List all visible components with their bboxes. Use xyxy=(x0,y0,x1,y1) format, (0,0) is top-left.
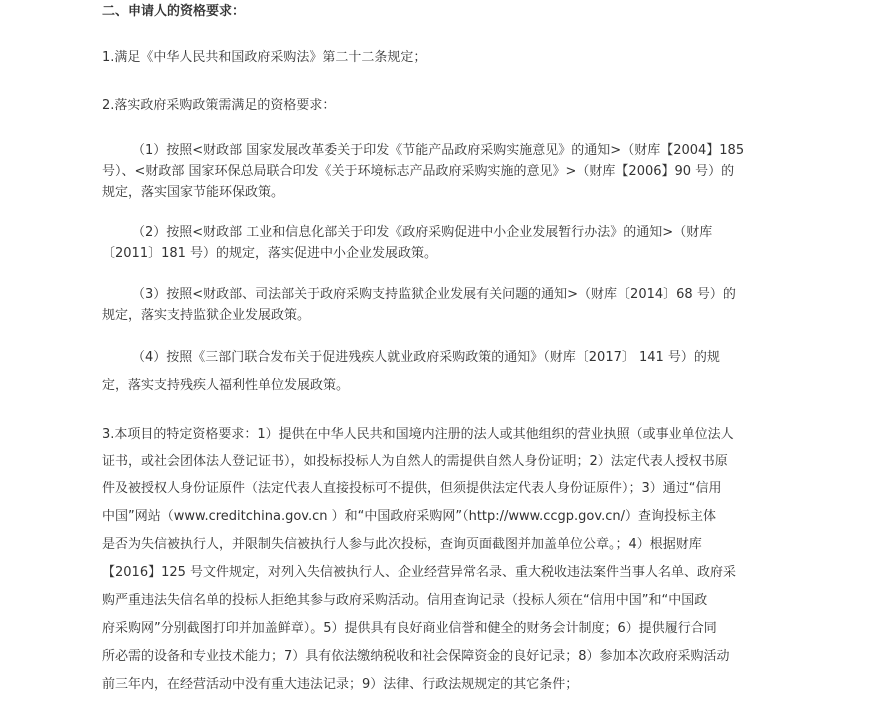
section-heading: 二、申请人的资格要求： xyxy=(102,4,246,19)
policy-1-line-3: 规定，落实国家节能环保政策。 xyxy=(102,185,285,200)
item-3-line: 前三年内，在经营活动中没有重大违法记录；9）法律、行政法规规定的其它条件； xyxy=(102,677,579,692)
policy-3-line-1: （3）按照<财政部、司法部关于政府采购支持监狱企业发展有关问题的通知>（财库〔2014〕68 号）的 xyxy=(132,287,736,302)
policy-4-line-1: （4）按照《三部门联合发布关于促进残疾人就业政府采购政策的通知》（财库〔2017〕 141 号）的规 xyxy=(132,350,720,365)
item-3-line: 所必需的设备和专业技术能力；7）具有依法缴纳税收和社会保障资金的良好记录；8）参加本次政府采购活动 xyxy=(102,649,730,664)
policy-2-line-2: 〔2011〕181 号）的规定，落实促进中小企业发展政策。 xyxy=(102,246,438,261)
item-3-line: 购严重违法失信名单的投标人拒绝其参与政府采购活动。信用查询记录（投标人须在“信用中国”和“中国政 xyxy=(102,593,708,608)
policy-2-line-1: （2）按照<财政部 工业和信息化部关于印发《政府采购促进中小企业发展暂行办法》的通知>（财库 xyxy=(132,225,713,240)
item-3-line: 3.本项目的特定资格要求：1）提供在中华人民共和国境内注册的法人或其他组织的营业执照（或事业单位法人 xyxy=(102,427,734,442)
policy-1-line-1: （1）按照<财政部 国家发展改革委关于印发《节能产品政府采购实施意见》的通知>（财库【2004】185 xyxy=(132,143,745,158)
policy-1-line-2: 号）、<财政部 国家环保总局联合印发《关于环境标志产品政府采购实施的意见》>（财库【2006】90 号）的 xyxy=(102,164,735,179)
policy-3-line-2: 规定，落实支持监狱企业发展政策。 xyxy=(102,308,311,323)
item-3-line: 中国”网站（www.creditchina.gov.cn ）和“中国政府采购网”（http://www.ccgp.gov.cn/）查询投标主体 xyxy=(102,509,716,524)
item-3-line: 是否为失信被执行人，并限制失信被执行人参与此次投标，查询页面截图并加盖单位公章。；4）根据财库 xyxy=(102,537,702,552)
requirement-item-1: 1.满足《中华人民共和国政府采购法》第二十二条规定； xyxy=(102,50,427,65)
item-3-line: 【2016】125 号文件规定，对列入失信被执行人、企业经营异常名录、重大税收违法案件当事人名单、政府采 xyxy=(102,565,737,580)
policy-4-line-2: 定，落实支持残疾人福利性单位发展政策。 xyxy=(102,378,350,393)
item-3-line: 证书，或社会团体法人登记证书），如投标投标人为自然人的需提供自然人身份证明；2）法定代表人授权书原 xyxy=(102,454,728,469)
item-3-line: 府采购网”分别截图打印并加盖鲜章）。5）提供具有良好商业信誉和健全的财务会计制度；6）提供履行合同 xyxy=(102,621,717,636)
item-3-line: 件及被授权人身份证原件（法定代表人直接投标可不提供，但须提供法定代表人身份证原件）；3）通过“信用 xyxy=(102,481,722,496)
requirement-item-2: 2.落实政府采购政策需满足的资格要求： xyxy=(102,98,336,113)
